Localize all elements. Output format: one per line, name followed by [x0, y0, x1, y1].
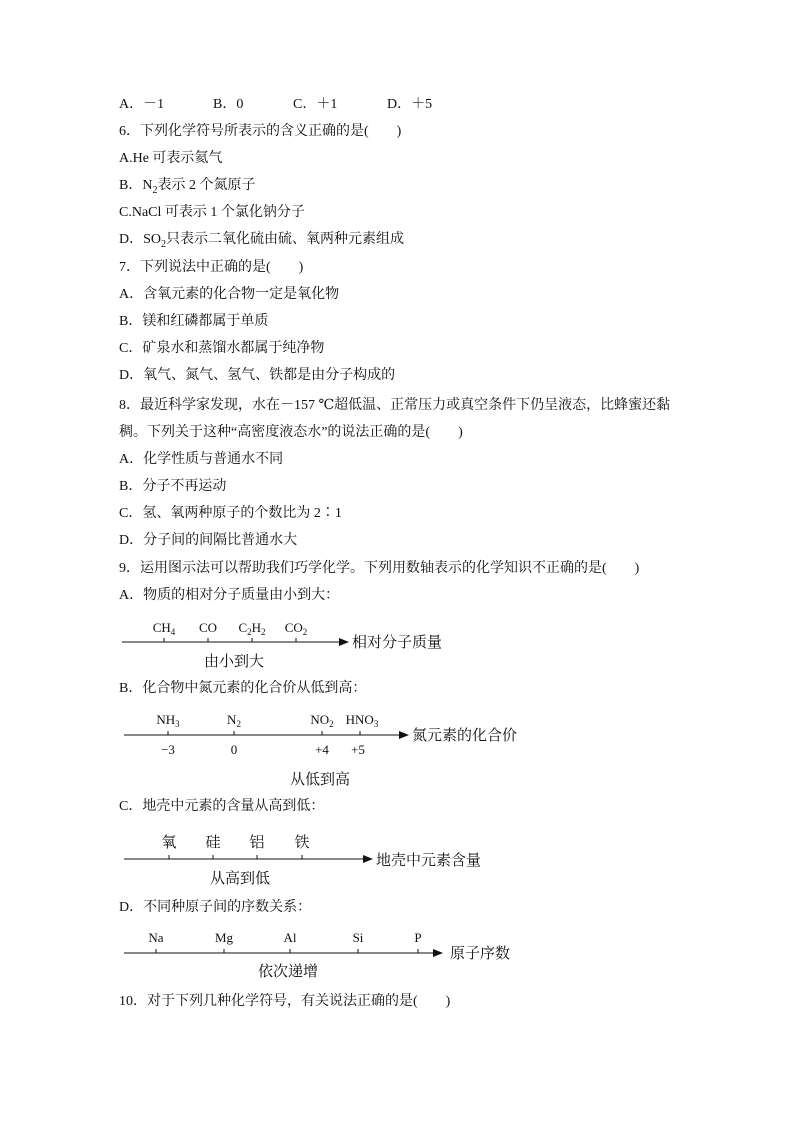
q6-option-b [119, 177, 255, 200]
axis-c-item: 氧 [161, 835, 177, 851]
axis-b-label: 氮元素的化合价 [412, 728, 518, 744]
q5-option-a: A．－1 [119, 97, 165, 112]
q6-b-sub: 2 [152, 184, 158, 196]
q10-stem: 10．对于下列几种化学符号，有关说法正确的是( ) [119, 994, 451, 1009]
axis-d-item: Mg [214, 930, 234, 945]
axis-d-label: 原子序数 [450, 946, 511, 962]
axis-c-label: 地壳中元素含量 [376, 853, 482, 869]
q9-stem: 9．运用图示法可以帮助我们巧学化学。下列用数轴表示的化学知识不正确的是( ) [119, 561, 640, 576]
axis-c-svg [118, 828, 518, 890]
q8-option-b: B．分子不再运动 [119, 479, 227, 494]
axis-a-item-c2h2: $C_2H_2$ [238, 620, 266, 637]
axis-b-under-label: 从低到高 [290, 772, 351, 788]
q5-option-d: D．＋5 [387, 97, 433, 112]
axis-a-under-label: 由小到大 [204, 654, 265, 670]
q7-option-b: B．镁和红磷都属于单质 [119, 314, 269, 329]
q8-stem-line2: 稠。下列关于这种“高密度液态水”的说法正确的是( ) [119, 425, 463, 440]
axis-c-diagram [118, 828, 518, 890]
q6-d-pre: D．SO [119, 232, 162, 247]
axis-b-value: +5 [351, 742, 365, 757]
axis-d-item: Si [352, 930, 364, 945]
axis-a-label: 相对分子质量 [352, 635, 443, 651]
q6-stem: 6．下列化学符号所表示的含义正确的是( ) [119, 124, 402, 139]
axis-a-item-co: CO [198, 620, 218, 635]
axis-b-value: −3 [161, 742, 175, 757]
q8-option-d: D．分子间的间隔比普通水大 [119, 533, 298, 548]
axis-d-item: P [414, 930, 422, 945]
axis-a-item-co2: $CO_2$ [284, 620, 308, 637]
q6-d-post: 只表示二氧化硫由硫、氧两种元素组成 [166, 232, 405, 247]
q6-option-c: C.NaCl 可表示 1 个氯化钠分子 [119, 205, 305, 220]
q9-option-c: C．地壳中元素的含量从高到低： [119, 799, 325, 814]
q9-option-a: A．物质的相对分子质量由小到大： [119, 588, 340, 603]
axis-c-under-label: 从高到低 [210, 871, 271, 887]
axis-b-item-n2: $N_2$ [227, 712, 241, 729]
q5-options [119, 96, 432, 114]
q7-option-a: A．含氧元素的化合物一定是氧化物 [119, 287, 340, 302]
axis-b-item-nh3: $NH_3$ [156, 712, 180, 729]
q8-option-c: C．氢、氧两种原子的个数比为 2∶1 [119, 506, 342, 521]
q5-option-b: B．0 [213, 97, 244, 112]
q6-d-sub: 2 [161, 238, 167, 250]
axis-d-item: Al [283, 930, 297, 945]
q6-option-d [119, 231, 404, 254]
q7-option-c: C．矿泉水和蒸馏水都属于纯净物 [119, 341, 325, 356]
q9-option-b: B．化合物中氮元素的化合价从低到高： [119, 681, 367, 696]
axis-b-item-hno3: $HNO_3$ [345, 712, 379, 729]
axis-b-diagram [118, 706, 538, 788]
axis-d-item: Na [148, 930, 164, 945]
axis-b-value: +4 [315, 742, 329, 757]
axis-a-diagram [118, 614, 458, 676]
axis-b-svg [118, 706, 538, 788]
axis-c-item: 硅 [205, 835, 221, 851]
q8-option-a: A．化学性质与普通水不同 [119, 452, 284, 467]
axis-c-item: 铁 [294, 835, 310, 851]
axis-d-diagram [118, 926, 538, 984]
axis-b-item-no2: $NO_2$ [310, 712, 334, 729]
q6-b-post: 表示 2 个氮原子 [157, 178, 256, 193]
axis-d-svg [118, 926, 538, 984]
q5-option-c: C．＋1 [293, 97, 338, 112]
axis-c-item: 铝 [249, 835, 265, 851]
axis-b-value: 0 [230, 742, 238, 757]
axis-a-svg [118, 614, 458, 676]
q9-option-d: D．不同种原子间的序数关系： [119, 900, 312, 915]
axis-a-item-ch4: $CH_4$ [152, 620, 176, 637]
q8-stem-line1: 8．最近科学家发现，水在－157 ℃超低温、正常压力或真空条件下仍呈液态，比蜂蜜还黏 [119, 398, 671, 413]
q7-stem: 7．下列说法中正确的是( ) [119, 260, 304, 275]
axis-d-under-label: 依次递增 [258, 964, 319, 980]
q6-b-pre: B．N [119, 178, 153, 193]
q7-option-d: D．氧气、氮气、氢气、铁都是由分子构成的 [119, 368, 396, 383]
q6-option-a: A.He 可表示氦气 [119, 151, 223, 166]
